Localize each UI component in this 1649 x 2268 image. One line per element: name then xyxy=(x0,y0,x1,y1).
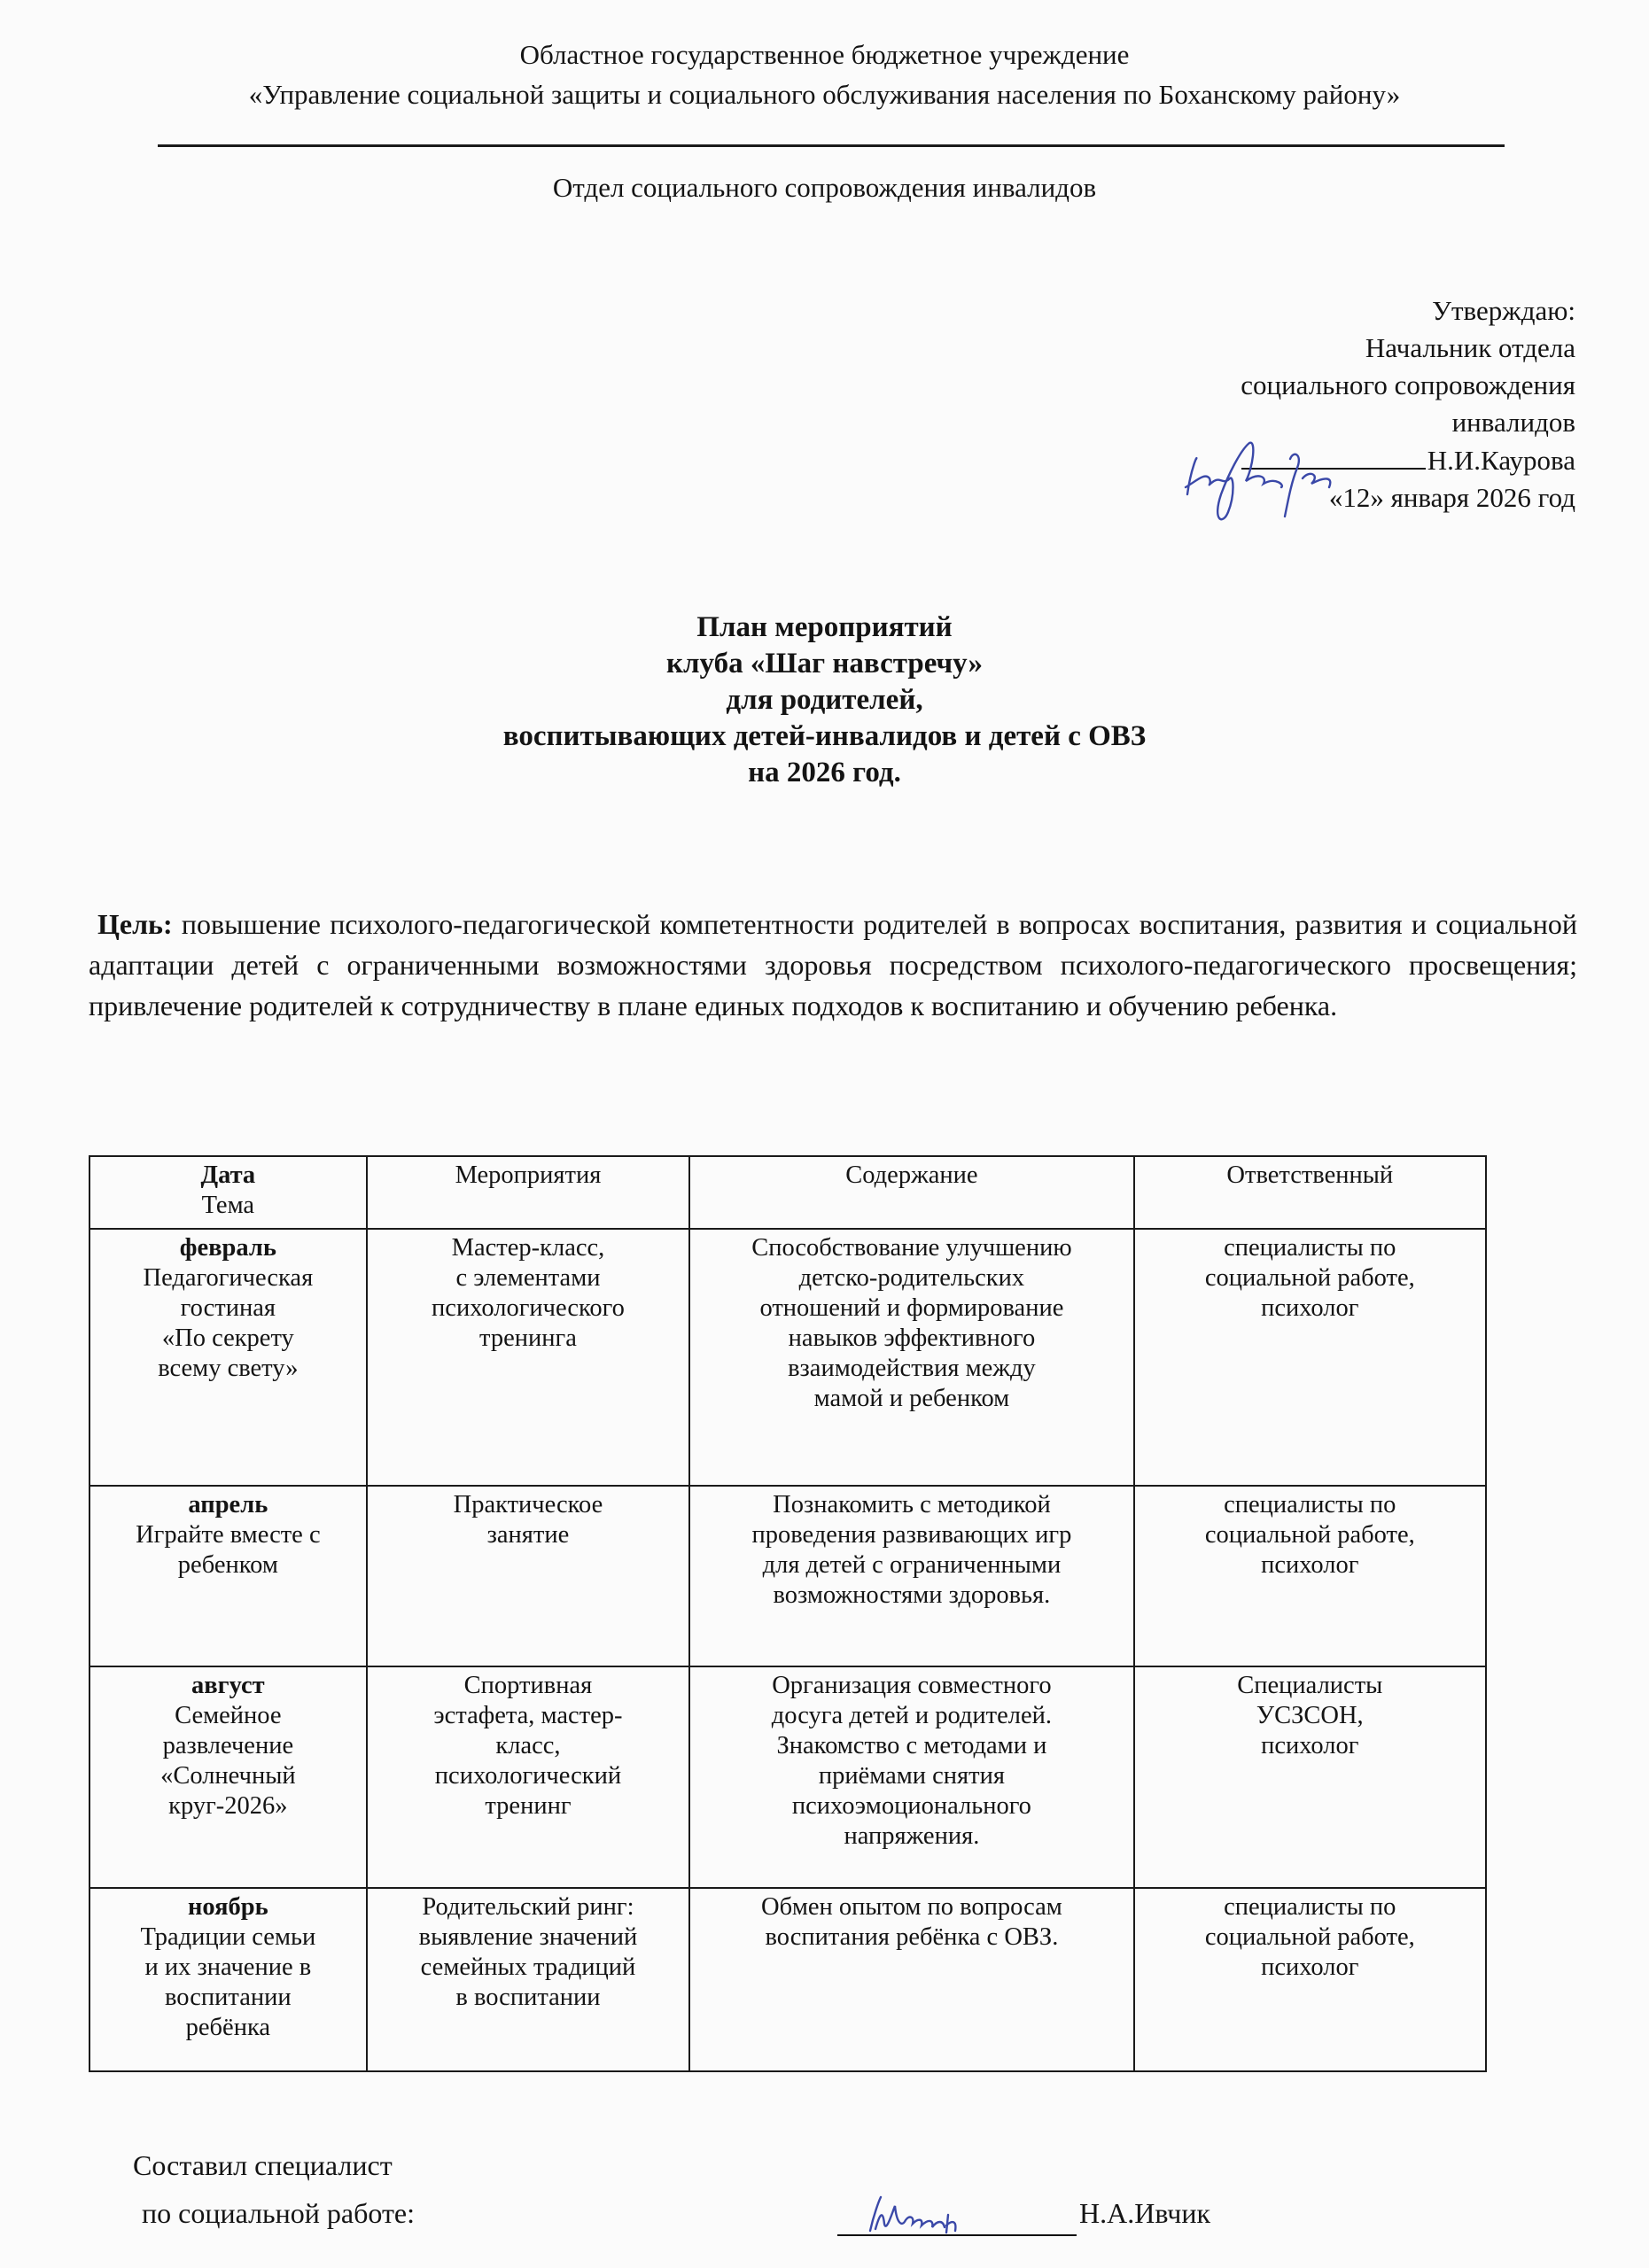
cell-content-line: для детей с ограниченными xyxy=(762,1551,1062,1579)
cell-events-line: Мастер-класс, xyxy=(451,1234,605,1262)
cell-content-line: отношений и формирование xyxy=(759,1294,1064,1322)
goal-paragraph xyxy=(89,904,1577,1026)
header-topic: Тема xyxy=(201,1192,255,1219)
cell-events-line: психологического xyxy=(432,1294,625,1322)
title-line1: План мероприятий xyxy=(696,611,953,643)
approver-position-line3: инвалидов xyxy=(1451,407,1575,438)
cell-topic-line: Играйте вместе с xyxy=(136,1521,321,1549)
cell-responsible-line: УСЗСОН, xyxy=(1256,1702,1364,1729)
cell-content-line: детско-родительских xyxy=(798,1264,1025,1292)
cell-events-line: психологический xyxy=(434,1762,622,1790)
approver-position-line2: социального сопровождения xyxy=(1241,369,1575,400)
compiler-name: Н.А.Ивчик xyxy=(1079,2197,1210,2229)
cell-responsible-line: психолог xyxy=(1261,1551,1359,1579)
cell-topic-line: Семейное xyxy=(175,1702,282,1729)
cell-topic-line: воспитании xyxy=(165,1984,292,2011)
goal-text: повышение психолого-педагогической компетентности родителей в вопросах воспитания, развития и социальной адаптации детей с ограниченными возможностями здоровья посредством психолого-педагогического просвещения; привлечение родителей к сотрудничеству в плане единых подходов к воспитанию и обучению ребенка. xyxy=(89,908,1577,1021)
compiler-title-line2: по социальной работе: xyxy=(142,2197,416,2229)
cell-topic-line: круг-2026» xyxy=(168,1792,288,1820)
cell-date-topic xyxy=(89,1888,367,2071)
cell-topic-line: «Солнечный xyxy=(160,1762,296,1790)
cell-content-line: приёмами снятия xyxy=(818,1762,1005,1790)
cell-topic-line: ребёнка xyxy=(185,2014,271,2041)
cell-events-line: тренинга xyxy=(479,1324,577,1352)
cell-responsible-line: Специалисты xyxy=(1237,1672,1383,1699)
title-line3: для родителей, xyxy=(726,684,923,716)
cell-responsible-line: социальной работе, xyxy=(1204,1264,1415,1292)
cell-topic-line: развлечение xyxy=(162,1732,294,1759)
approval-date: «12» января 2026 год xyxy=(1328,482,1575,513)
header-responsible: Ответственный xyxy=(1134,1156,1486,1229)
cell-events-line: с элементами xyxy=(455,1264,601,1292)
cell-responsible-line: психолог xyxy=(1261,1294,1359,1322)
cell-content-line: Познакомить с методикой xyxy=(773,1491,1051,1518)
cell-events xyxy=(367,1229,690,1486)
cell-responsible xyxy=(1134,1666,1486,1888)
cell-topic-line: и их значение в xyxy=(144,1953,312,1981)
cell-date-topic xyxy=(89,1666,367,1888)
cell-content xyxy=(689,1888,1133,2071)
goal-label: Цель: xyxy=(97,908,173,940)
cell-content-line: Способствование улучшению xyxy=(751,1234,1072,1262)
cell-responsible xyxy=(1134,1888,1486,2071)
cell-topic-line: «По секрету xyxy=(161,1324,294,1352)
cell-content-line: психоэмоционального xyxy=(791,1792,1031,1820)
cell-month: февраль xyxy=(179,1234,276,1262)
document-title xyxy=(0,610,1649,791)
approval-label: Утверждаю: xyxy=(1432,295,1575,326)
table-row xyxy=(89,1666,1486,1888)
cell-responsible xyxy=(1134,1486,1486,1666)
table-header-row xyxy=(89,1156,1486,1229)
cell-events xyxy=(367,1666,690,1888)
cell-date-topic xyxy=(89,1229,367,1486)
cell-responsible-line: психолог xyxy=(1261,1953,1359,1981)
cell-topic-line: ребенком xyxy=(177,1551,278,1579)
title-line4: воспитывающих детей-инвалидов и детей с ОВЗ xyxy=(502,720,1147,752)
cell-events-line: выявление значений xyxy=(418,1923,638,1951)
approver-name: Н.И.Каурова xyxy=(1427,445,1575,476)
signature-line xyxy=(837,2234,1077,2236)
approver-signature-icon xyxy=(1178,432,1356,530)
cell-events-line: семейных традиций xyxy=(420,1953,636,1981)
cell-topic-line: Педагогическая xyxy=(143,1264,314,1292)
organization-name: «Управление социальной защиты и социального обслуживания населения по Боханскому району» xyxy=(248,79,1401,110)
cell-content-line: возможностями здоровья. xyxy=(773,1581,1051,1609)
title-line5: на 2026 год. xyxy=(748,757,901,788)
cell-events-line: тренинг xyxy=(485,1792,572,1820)
compiler-title-line1: Составил специалист xyxy=(133,2149,393,2181)
cell-content-line: воспитания ребёнка с ОВЗ. xyxy=(765,1923,1059,1951)
cell-content-line: Обмен опытом по вопросам xyxy=(761,1893,1062,1921)
events-plan-table xyxy=(89,1155,1487,2072)
header-date: Дата xyxy=(200,1161,256,1189)
title-line2: клуба «Шаг навстречу» xyxy=(666,648,983,680)
table-row xyxy=(89,1486,1486,1666)
cell-responsible-line: социальной работе, xyxy=(1204,1923,1415,1951)
cell-responsible-line: социальной работе, xyxy=(1204,1521,1415,1549)
cell-content-line: напряжения. xyxy=(844,1822,980,1850)
approver-position-line1: Начальник отдела xyxy=(1365,332,1575,363)
cell-topic-line: Традиции семьи xyxy=(140,1923,316,1951)
cell-topic-line: гостиная xyxy=(180,1294,276,1322)
cell-events-line: эстафета, мастер- xyxy=(433,1702,623,1729)
cell-content-line: взаимодействия между xyxy=(788,1355,1036,1382)
table-row xyxy=(89,1229,1486,1486)
cell-content-line: проведения развивающих игр xyxy=(751,1521,1072,1549)
cell-topic-line: всему свету» xyxy=(158,1355,299,1382)
cell-content xyxy=(689,1486,1133,1666)
cell-month: ноябрь xyxy=(187,1893,268,1921)
cell-responsible-line: специалисты по xyxy=(1224,1893,1396,1921)
cell-content xyxy=(689,1229,1133,1486)
cell-events-line: Спортивная xyxy=(463,1672,593,1699)
table-row xyxy=(89,1888,1486,2071)
header-date-topic xyxy=(89,1156,367,1229)
cell-content-line: навыков эффективного xyxy=(788,1324,1036,1352)
cell-content-line: Знакомство с методами и xyxy=(776,1732,1047,1759)
cell-month: апрель xyxy=(188,1491,268,1518)
organization-type: Областное государственное бюджетное учреждение xyxy=(519,39,1130,70)
cell-content-line: Организация совместного xyxy=(772,1672,1052,1699)
cell-content xyxy=(689,1666,1133,1888)
cell-responsible-line: психолог xyxy=(1261,1732,1359,1759)
cell-events-line: класс, xyxy=(495,1732,561,1759)
cell-responsible xyxy=(1134,1229,1486,1486)
cell-events-line: в воспитании xyxy=(455,1984,601,2011)
compiler-signature-icon xyxy=(860,2188,1037,2241)
cell-events-line: Родительский ринг: xyxy=(422,1893,634,1921)
department-name: Отдел социального сопровождения инвалидов xyxy=(552,172,1097,203)
cell-content-line: досуга детей и родителей. xyxy=(771,1702,1053,1729)
cell-events-line: занятие xyxy=(486,1521,570,1549)
cell-events xyxy=(367,1486,690,1666)
header-content: Содержание xyxy=(689,1156,1133,1229)
cell-date-topic xyxy=(89,1486,367,1666)
cell-responsible-line: специалисты по xyxy=(1224,1491,1396,1518)
header-divider xyxy=(158,144,1505,147)
cell-events-line: Практическое xyxy=(453,1491,603,1518)
header-events: Мероприятия xyxy=(367,1156,690,1229)
cell-month: август xyxy=(191,1672,265,1699)
cell-content-line: мамой и ребенком xyxy=(813,1385,1010,1412)
cell-responsible-line: специалисты по xyxy=(1224,1234,1396,1262)
cell-events xyxy=(367,1888,690,2071)
